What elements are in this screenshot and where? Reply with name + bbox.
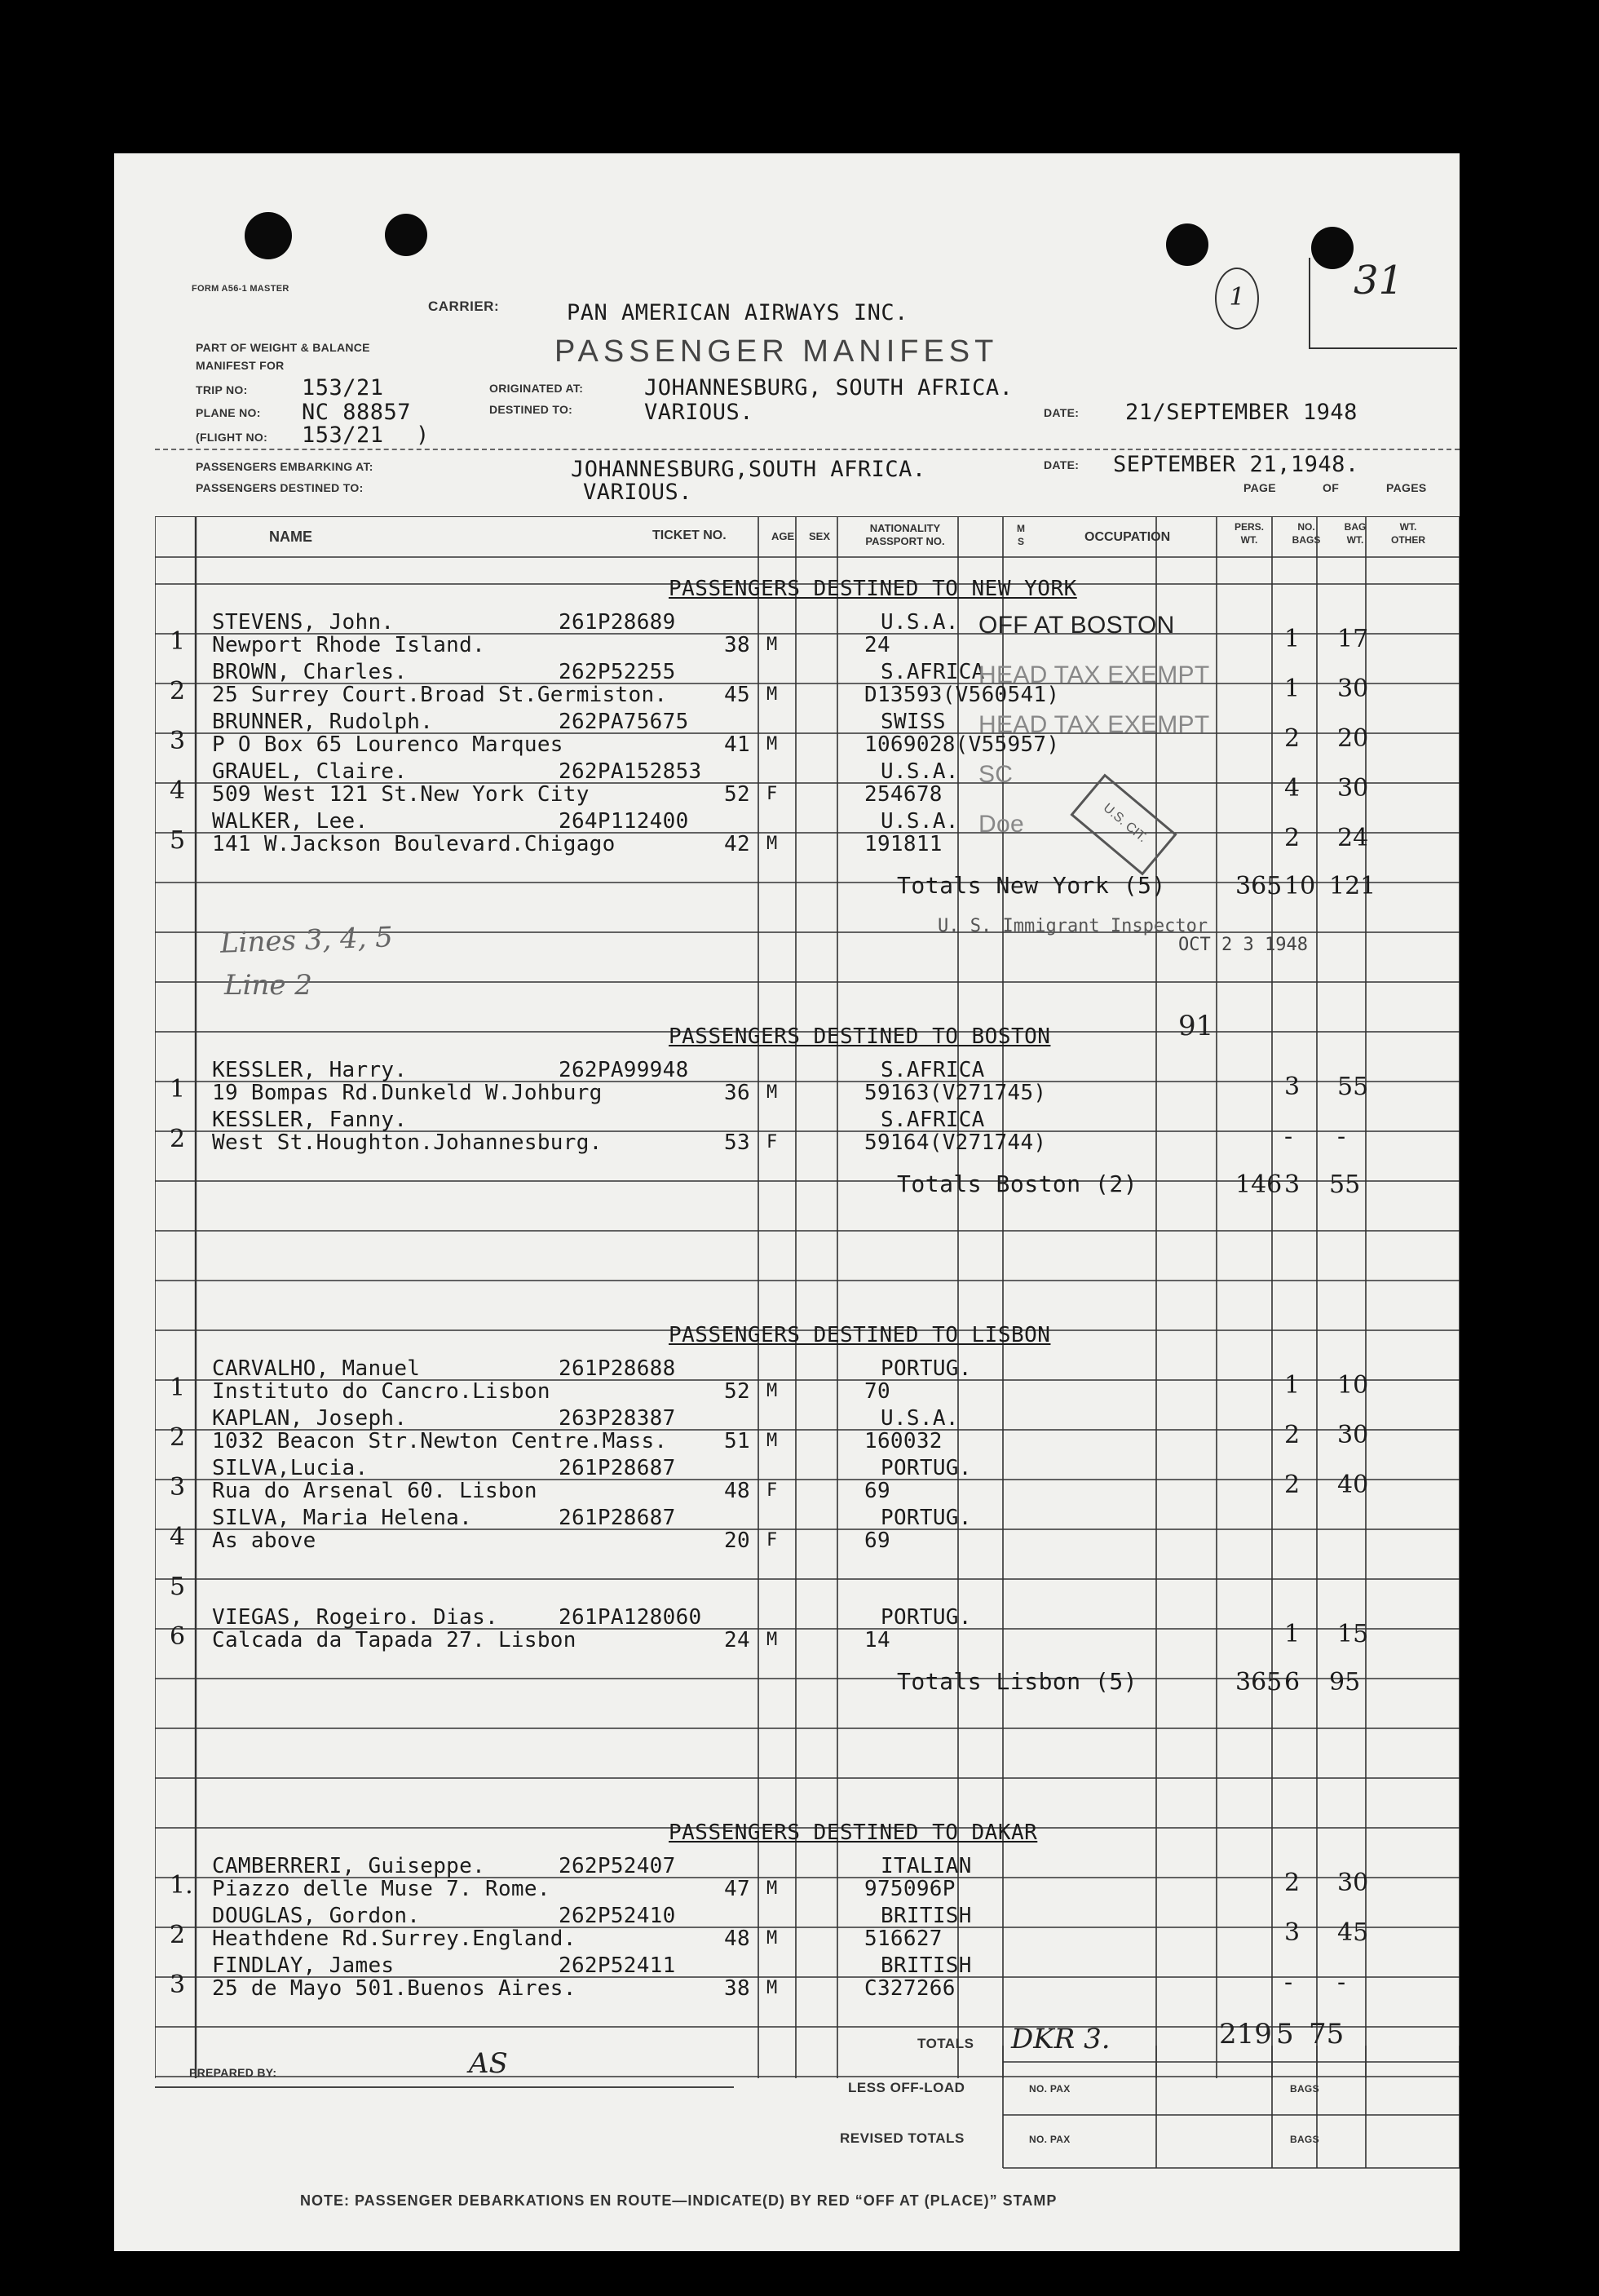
sheet-number: 31 xyxy=(1354,258,1404,303)
section-title: PASSENGERS DESTINED TO BOSTON xyxy=(669,1024,1051,1049)
nationality: PORTUG. xyxy=(881,1506,972,1530)
passenger-address: Piazzo delle Muse 7. Rome. xyxy=(212,1877,550,1901)
passenger-age: 38 xyxy=(724,633,750,657)
offload-bags: BAGS xyxy=(1290,2083,1319,2095)
ticket-number: 261P28688 xyxy=(559,1356,676,1381)
total-pers-weight: 365 xyxy=(1235,872,1283,900)
passenger-age: 52 xyxy=(724,1379,750,1404)
totals-label: TOTALS xyxy=(917,2036,974,2051)
inspector-date: OCT 2 3 1948 xyxy=(1178,935,1308,955)
passenger-sex: M xyxy=(766,635,778,655)
passenger-sex: M xyxy=(766,684,778,705)
embarking-value: JOHANNESBURG,SOUTH AFRICA. xyxy=(571,457,926,482)
total-pers-weight: 365 xyxy=(1235,1668,1283,1697)
ticket-number: 262P52407 xyxy=(559,1854,676,1878)
nationality: U.S.A. xyxy=(881,610,959,635)
ticket-number: 264P112400 xyxy=(559,809,689,834)
destined-value: VARIOUS. xyxy=(644,400,754,425)
ticket-number: 262P52255 xyxy=(559,660,676,684)
passenger-name: KAPLAN, Joseph. xyxy=(212,1406,408,1431)
ticket-number: 262PA99948 xyxy=(559,1058,689,1082)
passport-number: 1069028(V55957) xyxy=(864,732,1060,757)
prepared-by-signature: AS xyxy=(469,2047,508,2080)
punch-hole xyxy=(385,214,427,256)
totals-bag-wt: 75 xyxy=(1309,2018,1345,2050)
no-bags: 2 xyxy=(1284,1471,1301,1499)
bag-weight: 10 xyxy=(1337,1371,1369,1400)
passenger-age: 52 xyxy=(724,782,750,807)
passenger-address: West St.Houghton.Johannesburg. xyxy=(212,1130,603,1155)
nationality: BRITISH xyxy=(881,1904,972,1928)
passport-number: 59163(V271745) xyxy=(864,1081,1047,1105)
occupation: SC xyxy=(978,761,1014,788)
nationality: BRITISH xyxy=(881,1953,972,1978)
line-number: 1 xyxy=(170,627,186,656)
occupation: HEAD TAX EXEMPT xyxy=(978,711,1210,738)
embarking-label: PASSENGERS EMBARKING AT: xyxy=(196,460,373,473)
of-label: OF xyxy=(1323,481,1340,494)
nationality: ITALIAN xyxy=(881,1854,972,1878)
date-label: DATE: xyxy=(1044,406,1080,419)
passenger-address: 1032 Beacon Str.Newton Centre.Mass. xyxy=(212,1429,668,1453)
line-number: 4 xyxy=(170,776,186,805)
punch-hole xyxy=(1166,223,1208,266)
bag-weight: 30 xyxy=(1337,1421,1369,1449)
passenger-address: Heathdene Rd.Surrey.England. xyxy=(212,1927,576,1951)
passport-number: D13593(V560541) xyxy=(864,683,1060,707)
line-number: 1 xyxy=(170,1374,186,1402)
line-number: 3 xyxy=(170,1473,186,1502)
ticket-number: 261P28687 xyxy=(559,1456,676,1480)
plane-value: NC 88857 xyxy=(302,400,412,425)
section-title: PASSENGERS DESTINED TO DAKAR xyxy=(669,1820,1038,1845)
passport-number: 191811 xyxy=(864,832,943,856)
passenger-name: GRAUEL, Claire. xyxy=(212,759,408,784)
flight-label: (FLIGHT NO: xyxy=(196,431,268,444)
date2-label: DATE: xyxy=(1044,458,1080,471)
passenger-name: KESSLER, Fanny. xyxy=(212,1108,408,1132)
line-number: 3 xyxy=(170,727,186,755)
passenger-age: 51 xyxy=(724,1429,750,1453)
part-of-label: PART OF WEIGHT & BALANCE xyxy=(196,341,370,354)
passenger-address: Calcada da Tapada 27. Lisbon xyxy=(212,1628,576,1652)
page-label: PAGE xyxy=(1243,481,1276,494)
circled-number-text: 1 xyxy=(1229,283,1245,312)
passport-number: 70 xyxy=(864,1379,890,1404)
citizen-stamp-text: U.S. CIT. xyxy=(1100,800,1150,846)
line-number: 2 xyxy=(170,1423,186,1452)
passport-number: 69 xyxy=(864,1479,890,1503)
offload-label: LESS OFF-LOAD xyxy=(848,2080,965,2095)
passenger-sex: M xyxy=(766,734,778,754)
revised-nopax: NO. PAX xyxy=(1029,2134,1071,2145)
totals-pers-wt: 219 xyxy=(1219,2018,1272,2050)
nationality: S.AFRICA xyxy=(881,1058,985,1082)
nationality: PORTUG. xyxy=(881,1605,972,1630)
passenger-age: 48 xyxy=(724,1479,750,1503)
no-bags: 2 xyxy=(1284,1421,1301,1449)
passenger-sex: F xyxy=(766,1132,778,1152)
nationality: PORTUG. xyxy=(881,1356,972,1381)
ticket-number: 261P28689 xyxy=(559,610,676,635)
no-bags: 1 xyxy=(1284,625,1301,653)
passport-number: 14 xyxy=(864,1628,890,1652)
ticket-number: 262PA75675 xyxy=(559,710,689,734)
bag-weight: 30 xyxy=(1337,774,1369,803)
line-number: 1 xyxy=(170,1075,186,1104)
originated-value: JOHANNESBURG, SOUTH AFRICA. xyxy=(644,375,1014,400)
passport-number: C327266 xyxy=(864,1976,956,2001)
passenger-address: Instituto do Cancro.Lisbon xyxy=(212,1379,550,1404)
passenger-address: 19 Bompas Rd.Dunkeld W.Johburg xyxy=(212,1081,603,1105)
offload-nopax: NO. PAX xyxy=(1029,2083,1071,2095)
total-bags: 6 xyxy=(1284,1668,1301,1697)
col-sex: SEX xyxy=(809,530,831,542)
no-bags: 3 xyxy=(1284,1073,1301,1101)
inspector-label: U. S. Immigrant Inspector xyxy=(938,916,1208,936)
no-bags: 2 xyxy=(1284,724,1301,753)
passenger-sex: F xyxy=(766,1530,778,1551)
col-wt-other: WT. OTHER xyxy=(1391,521,1425,546)
line-number: 2 xyxy=(170,1921,186,1949)
line-number: 5 xyxy=(170,1573,186,1601)
passenger-age: 47 xyxy=(724,1877,750,1901)
page-note-91: 91 xyxy=(1178,1010,1214,1042)
form-code: FORM A56-1 MASTER xyxy=(192,284,289,294)
no-bags: - xyxy=(1284,1968,1293,1997)
passenger-address: 25 Surrey Court.Broad St.Germiston. xyxy=(212,683,668,707)
flight-value: 153/21 xyxy=(302,422,384,448)
passenger-sex: M xyxy=(766,834,778,854)
total-bags: 10 xyxy=(1284,872,1316,900)
passenger-name: SILVA, Maria Helena. xyxy=(212,1506,473,1530)
date-value: 21/SEPTEMBER 1948 xyxy=(1125,400,1358,425)
passport-number: 24 xyxy=(864,633,890,657)
manifest-sheet xyxy=(114,153,1460,2251)
bag-weight: 24 xyxy=(1337,824,1369,852)
nationality: U.S.A. xyxy=(881,809,959,834)
passenger-sex: F xyxy=(766,1480,778,1501)
nationality: PORTUG. xyxy=(881,1456,972,1480)
ticket-number: 263P28387 xyxy=(559,1406,676,1431)
passenger-address: Newport Rhode Island. xyxy=(212,633,486,657)
passenger-sex: M xyxy=(766,1878,778,1899)
section-total-label: Totals Boston (2) xyxy=(897,1170,1138,1197)
passenger-age: 41 xyxy=(724,732,750,757)
passenger-age: 42 xyxy=(724,832,750,856)
total-pers-weight: 146 xyxy=(1235,1170,1283,1199)
flight-close: ) xyxy=(416,422,430,448)
passenger-age: 20 xyxy=(724,1528,750,1553)
passenger-address: 141 W.Jackson Boulevard.Chigago xyxy=(212,832,616,856)
ticket-number: 261PA128060 xyxy=(559,1605,702,1630)
occupation: OFF AT BOSTON xyxy=(978,612,1175,639)
circled-number xyxy=(1215,268,1259,330)
passenger-sex: M xyxy=(766,1082,778,1103)
passenger-address: Rua do Arsenal 60. Lisbon xyxy=(212,1479,537,1503)
bag-weight: 17 xyxy=(1337,625,1369,653)
section-title: PASSENGERS DESTINED TO NEW YORK xyxy=(669,577,1077,601)
carrier-name: PAN AMERICAN AIRWAYS INC. xyxy=(567,300,908,325)
passport-number: 254678 xyxy=(864,782,943,807)
total-bag-weight: 95 xyxy=(1329,1668,1361,1697)
handwritten-lines: Lines 3, 4, 5 xyxy=(219,921,394,960)
passenger-name: DOUGLAS, Gordon. xyxy=(212,1904,421,1928)
passport-number: 69 xyxy=(864,1528,890,1553)
revised-bags: BAGS xyxy=(1290,2134,1319,2145)
pages-label: PAGES xyxy=(1386,481,1427,494)
passengers-destined-label: PASSENGERS DESTINED TO: xyxy=(196,481,364,494)
passenger-age: 24 xyxy=(724,1628,750,1652)
manifest-for-label: MANIFEST FOR xyxy=(196,359,285,372)
passenger-address: As above xyxy=(212,1528,316,1553)
bag-weight: 45 xyxy=(1337,1918,1369,1947)
line-number: 2 xyxy=(170,1125,186,1153)
section-title: PASSENGERS DESTINED TO LISBON xyxy=(669,1323,1051,1347)
ticket-number: 262P52410 xyxy=(559,1904,676,1928)
bag-weight: 40 xyxy=(1337,1471,1369,1499)
col-name: NAME xyxy=(269,529,312,545)
punch-hole xyxy=(245,212,292,259)
destined-label: DESTINED TO: xyxy=(489,403,573,416)
nationality: S.AFRICA xyxy=(881,660,985,684)
no-bags: 1 xyxy=(1284,1371,1301,1400)
section-total-label: Totals New York (5) xyxy=(897,872,1166,899)
col-pers-wt: PERS. WT. xyxy=(1234,521,1264,546)
bag-weight: 30 xyxy=(1337,675,1369,703)
col-ms: M S xyxy=(1017,523,1025,547)
trip-label: TRIP NO: xyxy=(196,383,248,396)
nationality: U.S.A. xyxy=(881,1406,959,1431)
passenger-name: BRUNNER, Rudolph. xyxy=(212,710,434,734)
passport-number: 516627 xyxy=(864,1927,943,1951)
col-nationality: NATIONALITY PASSPORT NO. xyxy=(865,522,945,547)
revised-totals-label: REVISED TOTALS xyxy=(840,2130,965,2146)
nationality: SWISS xyxy=(881,710,946,734)
bag-weight: 15 xyxy=(1337,1620,1369,1648)
passenger-sex: M xyxy=(766,1928,778,1949)
passengers-destined-value: VARIOUS. xyxy=(583,480,693,505)
passenger-age: 45 xyxy=(724,683,750,707)
passenger-name: CAMBERRERI, Guiseppe. xyxy=(212,1854,486,1878)
nationality: S.AFRICA xyxy=(881,1108,985,1132)
line-number: 4 xyxy=(170,1523,186,1551)
bag-weight: - xyxy=(1337,1122,1346,1151)
no-bags: 1 xyxy=(1284,1620,1301,1648)
passenger-sex: M xyxy=(766,1978,778,1998)
originated-label: ORIGINATED AT: xyxy=(489,382,584,395)
passenger-name: VIEGAS, Rogeiro. Dias. xyxy=(212,1605,498,1630)
passenger-name: CARVALHO, Manuel xyxy=(212,1356,421,1381)
occupation: HEAD TAX EXEMPT xyxy=(978,661,1210,688)
passenger-address: P O Box 65 Lourenco Marques xyxy=(212,732,563,757)
total-bag-weight: 121 xyxy=(1329,872,1376,900)
total-bag-weight: 55 xyxy=(1329,1170,1361,1199)
col-no-bags: NO. BAGS xyxy=(1292,521,1321,546)
page-title: PASSENGER MANIFEST xyxy=(554,334,999,369)
passenger-sex: F xyxy=(766,784,778,804)
passport-number: 59164(V271744) xyxy=(864,1130,1047,1155)
trip-value: 153/21 xyxy=(302,375,384,400)
passport-number: 160032 xyxy=(864,1429,943,1453)
passenger-sex: M xyxy=(766,1431,778,1451)
bag-weight: 55 xyxy=(1337,1073,1369,1101)
line-number: 1. xyxy=(170,1871,193,1900)
no-bags: 4 xyxy=(1284,774,1301,803)
total-bags: 3 xyxy=(1284,1170,1301,1199)
bag-weight: 20 xyxy=(1337,724,1369,753)
footer-note: NOTE: PASSENGER DEBARKATIONS EN ROUTE—INDICATE(D) BY RED “OFF AT (PLACE)” STAMP xyxy=(300,2192,1058,2209)
passport-number: 975096P xyxy=(864,1877,956,1901)
passenger-sex: M xyxy=(766,1630,778,1650)
passenger-sex: M xyxy=(766,1381,778,1401)
passenger-name: SILVA,Lucia. xyxy=(212,1456,369,1480)
col-bag-wt: BAG WT. xyxy=(1344,521,1367,546)
section-total-label: Totals Lisbon (5) xyxy=(897,1668,1138,1695)
col-ticket: TICKET NO. xyxy=(652,529,727,542)
no-bags: - xyxy=(1284,1122,1293,1151)
col-occupation: OCCUPATION xyxy=(1084,530,1171,544)
passenger-age: 53 xyxy=(724,1130,750,1155)
no-bags: 2 xyxy=(1284,1869,1301,1897)
carrier-label: CARRIER: xyxy=(428,299,500,314)
passenger-name: FINDLAY, James xyxy=(212,1953,395,1978)
prepared-by-line xyxy=(155,2086,734,2088)
nationality: U.S.A. xyxy=(881,759,959,784)
handwritten-line-2: Line 2 xyxy=(224,969,312,1002)
passenger-name: KESSLER, Harry. xyxy=(212,1058,408,1082)
line-number: 5 xyxy=(170,826,186,855)
ticket-number: 262P52411 xyxy=(559,1953,676,1978)
passenger-address: 509 West 121 St.New York City xyxy=(212,782,590,807)
no-bags: 1 xyxy=(1284,675,1301,703)
plane-label: PLANE NO: xyxy=(196,406,261,419)
no-bags: 3 xyxy=(1284,1918,1301,1947)
no-bags: 2 xyxy=(1284,824,1301,852)
totals-pax: DKR 3. xyxy=(1011,2023,1111,2055)
passenger-age: 48 xyxy=(724,1927,750,1951)
passenger-name: STEVENS, John. xyxy=(212,610,395,635)
line-number: 2 xyxy=(170,677,186,706)
passenger-age: 38 xyxy=(724,1976,750,2001)
occupation: Doe xyxy=(978,811,1024,838)
passenger-name: WALKER, Lee. xyxy=(212,809,369,834)
ticket-number: 261P28687 xyxy=(559,1506,676,1530)
date2-value: SEPTEMBER 21,1948. xyxy=(1113,452,1359,477)
passenger-address: 25 de Mayo 501.Buenos Aires. xyxy=(212,1976,576,2001)
col-age: AGE xyxy=(771,530,795,542)
totals-bags: 5 xyxy=(1276,2018,1294,2050)
ticket-number: 262PA152853 xyxy=(559,759,702,784)
passenger-name: BROWN, Charles. xyxy=(212,660,408,684)
header-rule xyxy=(155,449,1460,450)
line-number: 3 xyxy=(170,1971,186,1999)
prepared-by-label: PREPARED BY: xyxy=(189,2066,277,2079)
passenger-age: 36 xyxy=(724,1081,750,1105)
bag-weight: 30 xyxy=(1337,1869,1369,1897)
bag-weight: - xyxy=(1337,1968,1346,1997)
line-number: 6 xyxy=(170,1622,186,1651)
